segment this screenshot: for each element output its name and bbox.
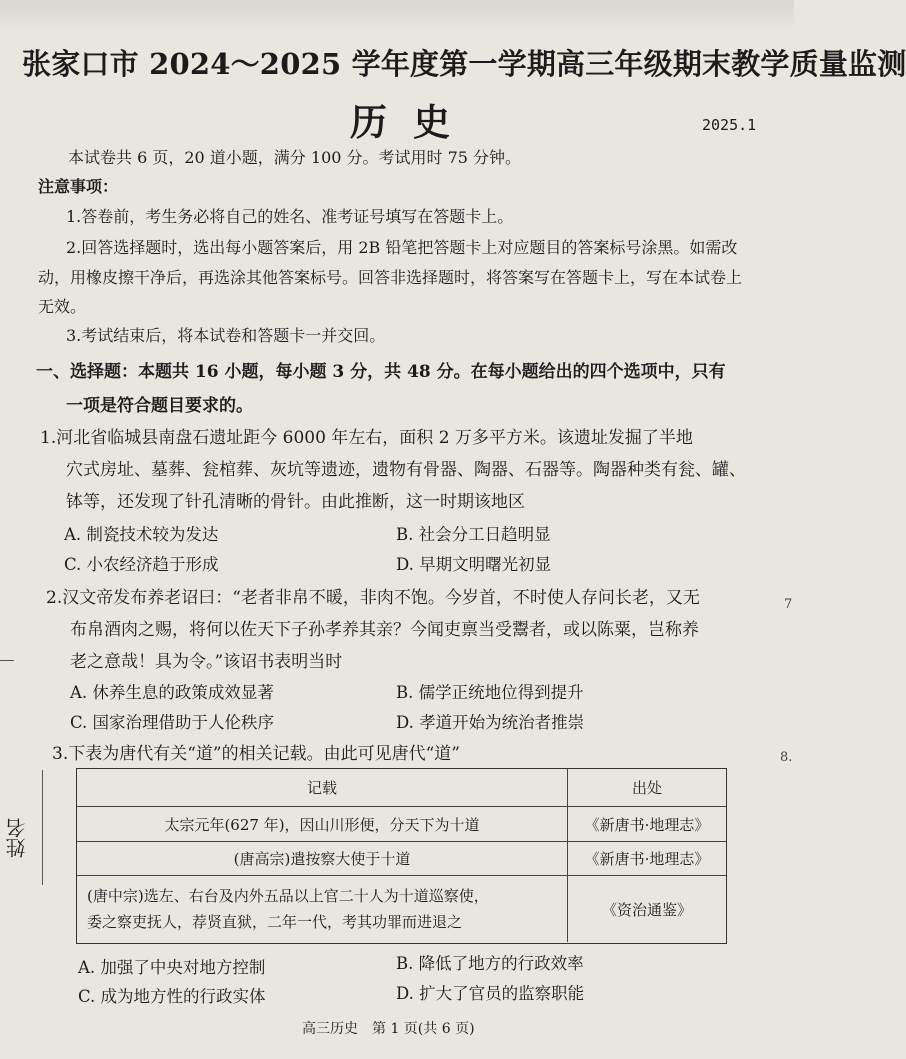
exam-date: 2025.1 (702, 116, 757, 134)
q2-stem-line-3: 老之意哉！具为令。”该诏书表明当时 (70, 652, 343, 672)
q2-stem-line-1: 2.汉文帝发布养老诏曰：“老者非帛不暖，非肉不饱。今岁首，不时使人存问长老，又无 (46, 588, 700, 608)
notes-heading: 注意事项： (38, 177, 119, 196)
note-2-line-3: 无效。 (38, 297, 87, 316)
q1-option-d: D. 早期文明曙光初显 (396, 555, 552, 574)
subject-title: 历史 (350, 100, 476, 144)
page-footer: 高三历史 第 1 页(共 6 页) (302, 1021, 475, 1037)
q2-option-d: D. 孝道开始为统治者推崇 (396, 713, 585, 732)
q3-stem: 3.下表为唐代有关“道”的相关记载。由此可见唐代“道” (52, 744, 460, 764)
table-cell-record (77, 876, 568, 942)
table-cell-source: 《新唐书·地理志》 (584, 815, 710, 834)
q2-option-b: B. 儒学正统地位得到提升 (396, 683, 584, 702)
note-1: 1.答卷前，考生务必将自己的姓名、准考证号填写在答题卡上。 (66, 207, 514, 226)
table-cell-record-line-1: (唐中宗)选左、右台及内外五品以上官二十人为十道巡察使， (87, 887, 489, 905)
q1-stem-line-3: 钵等，还发现了针孔清晰的骨针。由此推断，这一时期该地区 (66, 492, 525, 512)
page-shadow (0, 0, 794, 30)
table-row (77, 876, 726, 942)
note-3: 3.考试结束后，将本试卷和答题卡一并交回。 (66, 326, 386, 345)
intro-text: 本试卷共 6 页，20 道小题，满分 100 分。考试用时 75 分钟。 (68, 148, 522, 167)
name-write-line (42, 770, 43, 885)
q3-option-a: A. 加强了中央对地方控制 (78, 958, 266, 977)
table-header-row (77, 769, 726, 807)
table-cell-source: 《新唐书·地理志》 (584, 850, 710, 868)
table-cell-record: 太宗元年(627 年)，因山川形便，分天下为十道 (77, 807, 568, 841)
q1-option-c: C. 小农经济趋于形成 (64, 555, 219, 574)
q3-option-d: D. 扩大了官员的监察职能 (396, 984, 585, 1003)
q1-stem-line-1: 1.河北省临城县南盘石遗址距今 6000 年左右，面积 2 万多平方米。该遗址发掘了半地 (40, 428, 693, 448)
name-label: 姓名 (5, 818, 29, 858)
table-cell-record-line-2: 委之察吏抚人，荐贤直狱，二年一代，考其功罪而进退之 (87, 913, 463, 931)
q1-option-a: A. 制瓷技术较为发达 (64, 525, 219, 544)
q1-stem-line-2: 穴式房址、墓葬、瓮棺葬、灰坑等遗迹，遗物有骨器、陶器、石器等。陶器种类有瓮、罐、 (66, 460, 746, 480)
q3-option-b: B. 降低了地方的行政效率 (396, 954, 584, 973)
table-header-source: 出处 (631, 779, 662, 797)
table-header-record: 记载 (77, 769, 568, 806)
exam-title: 张家口市 2024～2025 学年度第一学期高三年级期末教学质量监测 (22, 47, 906, 81)
q2-option-c: C. 国家治理借助于人伦秩序 (70, 713, 275, 732)
section-1-line-1: 一、选择题：本题共 16 小题，每小题 3 分，共 48 分。在每小题给出的四个选项中，只有 (36, 362, 726, 382)
q1-option-b: B. 社会分工日趋明显 (396, 525, 551, 544)
binding-line (0, 660, 14, 661)
next-page-edge-number-7: 7 (784, 597, 793, 612)
table-row (77, 842, 726, 876)
note-2-line-2: 动，用橡皮擦干净后，再选涂其他答案标号。回答非选择题时，将答案写在答题卡上，写在本试卷上 (38, 268, 743, 287)
note-2-line-1: 2.回答选择题时，选出每小题答案后，用 2B 铅笔把答题卡上对应题目的答案标号涂黑。如需改 (66, 238, 738, 257)
table-row (77, 807, 726, 842)
next-page-edge-number-8: 8. (780, 750, 793, 765)
table-cell-record: (唐高宗)遣按察大使于十道 (77, 842, 568, 875)
table-cell-source: 《资治通鉴》 (601, 900, 692, 919)
q2-stem-line-2: 布帛酒肉之赐，将何以佐天下子孙孝养其亲？今闻吏禀当受鬻者，或以陈粟，岂称养 (70, 620, 699, 640)
q3-option-c: C. 成为地方性的行政实体 (78, 987, 266, 1006)
q3-table (76, 768, 727, 944)
q2-option-a: A. 休养生息的政策成效显著 (70, 683, 274, 702)
section-1-line-2: 一项是符合题目要求的。 (66, 396, 253, 416)
